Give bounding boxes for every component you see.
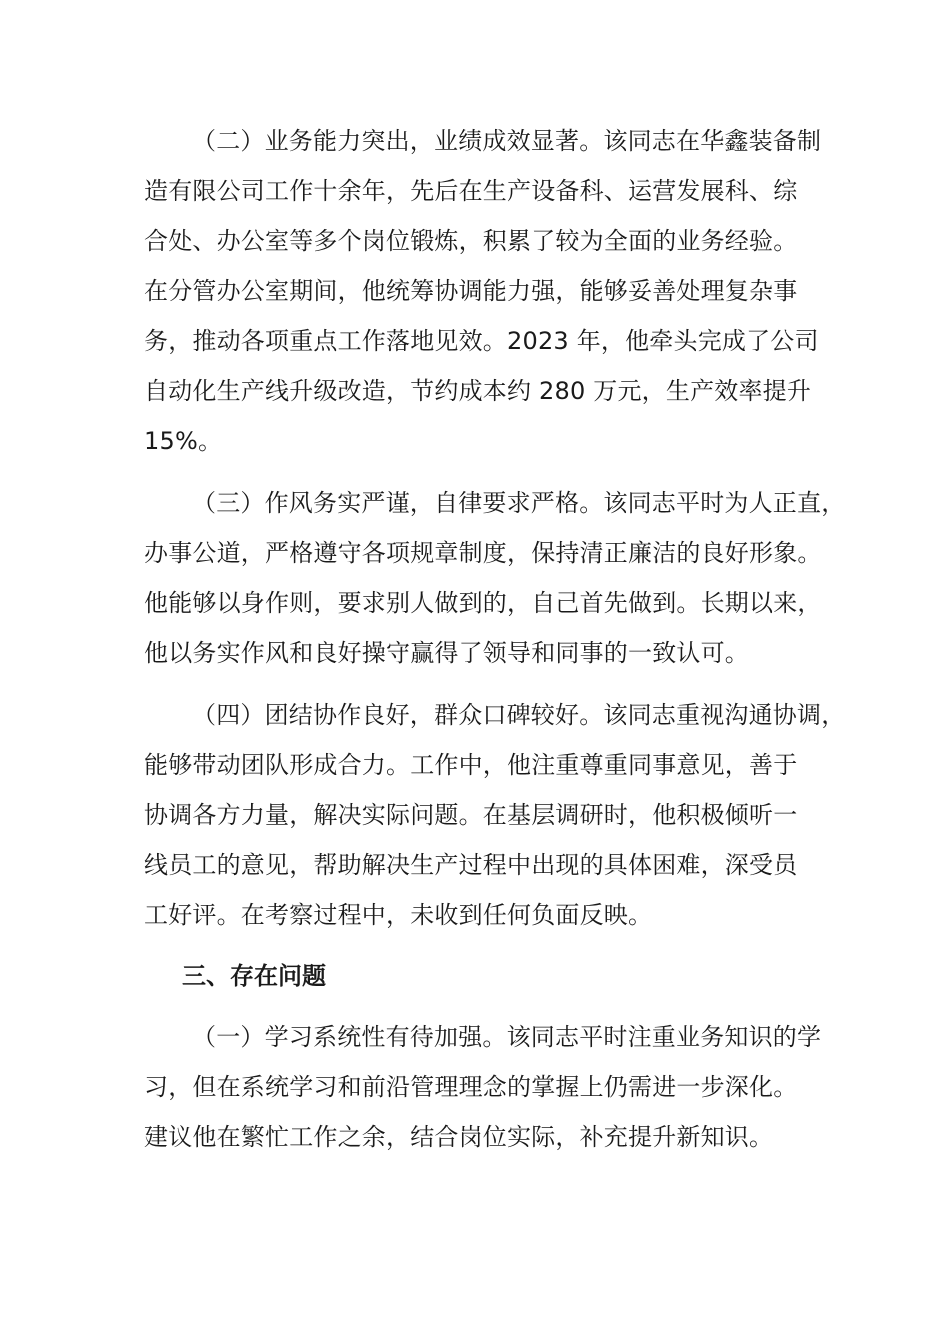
paragraph-work-style bbox=[144, 478, 846, 678]
section-heading: 三、存在问题 bbox=[182, 962, 326, 990]
text-line: 造有限公司工作十余年，先后在生产设备科、运营发展科、综 bbox=[144, 177, 798, 205]
text-line: 工好评。在考察过程中，未收到任何负面反映。 bbox=[144, 901, 653, 929]
paragraph-learning bbox=[144, 1012, 824, 1162]
text-line: 建议他在繁忙工作之余，结合岗位实际，补充提升新知识。 bbox=[144, 1123, 774, 1151]
text-line: 习，但在系统学习和前沿管理理念的掌握上仍需进一步深化。 bbox=[144, 1073, 798, 1101]
text-line: 合处、办公室等多个岗位锻炼，积累了较为全面的业务经验。 bbox=[144, 227, 798, 255]
paragraph-teamwork bbox=[144, 690, 846, 940]
text-line: （一）学习系统性有待加强。该同志平时注重业务知识的学 bbox=[192, 1023, 822, 1051]
text-line: 15%。 bbox=[144, 427, 223, 455]
text-line: （四）团结协作良好，群众口碑较好。该同志重视沟通协调， bbox=[192, 701, 846, 729]
text-line: 自动化生产线升级改造，节约成本约 280 万元，生产效率提升 bbox=[144, 377, 812, 405]
text-line: 他以务实作风和良好操守赢得了领导和同事的一致认可。 bbox=[144, 639, 749, 667]
text-line: （二）业务能力突出，业绩成效显著。该同志在华鑫装备制 bbox=[192, 127, 822, 155]
text-line: 在分管办公室期间，他统筹协调能力强，能够妥善处理复杂事 bbox=[144, 277, 798, 305]
text-line: 办事公道，严格遵守各项规章制度，保持清正廉洁的良好形象。 bbox=[144, 539, 822, 567]
text-line: 协调各方力量，解决实际问题。在基层调研时，他积极倾听一 bbox=[144, 801, 798, 829]
paragraph-business-ability bbox=[144, 116, 824, 466]
text-line: （三）作风务实严谨，自律要求严格。该同志平时为人正直， bbox=[192, 489, 846, 517]
text-line: 他能够以身作则，要求别人做到的，自己首先做到。长期以来， bbox=[144, 589, 822, 617]
document-page bbox=[144, 116, 846, 1174]
text-line: 能够带动团队形成合力。工作中，他注重尊重同事意见，善于 bbox=[144, 751, 798, 779]
text-line: 务，推动各项重点工作落地见效。2023 年，他牵头完成了公司 bbox=[144, 327, 819, 355]
text-line: 线员工的意见，帮助解决生产过程中出现的具体困难，深受员 bbox=[144, 851, 798, 879]
